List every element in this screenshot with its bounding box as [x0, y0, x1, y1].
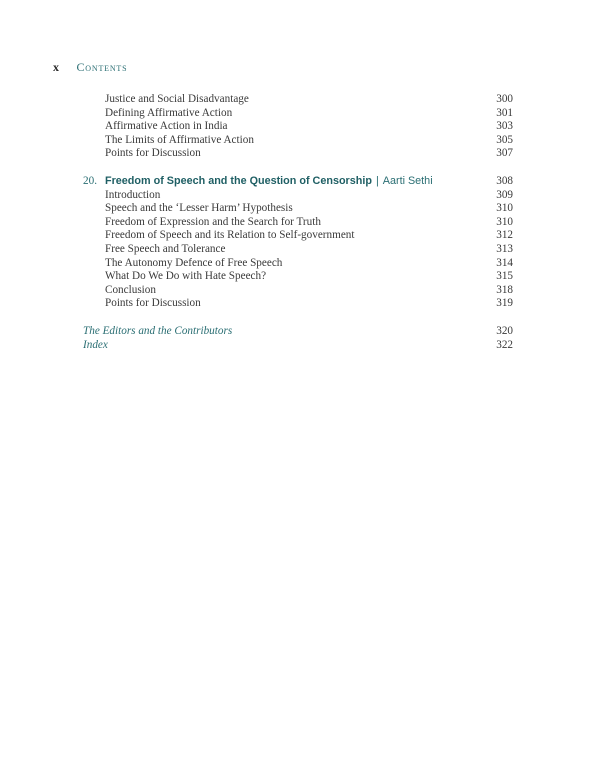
toc-entry-title: Points for Discussion	[105, 297, 201, 310]
toc-entry[interactable]	[0, 107, 600, 121]
toc-entry[interactable]	[0, 216, 600, 230]
section-a-list	[0, 93, 600, 161]
toc-entry[interactable]	[0, 339, 600, 353]
toc-entry-title: The Editors and the Contributors	[83, 325, 233, 337]
toc-entry[interactable]	[0, 270, 600, 284]
chapter-number: 20.	[83, 175, 97, 187]
toc-entry[interactable]	[0, 189, 600, 203]
toc-entry-title: The Autonomy Defence of Free Speech	[105, 256, 283, 269]
chapter-title: Freedom of Speech and the Question of Censorship	[105, 175, 372, 187]
toc-entry-title: Index	[83, 338, 108, 351]
toc-entry-page: 318	[496, 283, 513, 296]
toc-entry-title: Defining Affirmative Action	[105, 106, 233, 119]
toc-entry[interactable]	[0, 147, 600, 161]
toc-entry-title: Free Speech and Tolerance	[105, 242, 226, 255]
toc-entry-page: 309	[496, 188, 513, 201]
toc-entry[interactable]	[0, 325, 600, 339]
toc-entry[interactable]	[0, 243, 600, 257]
toc-entry-page: 313	[496, 242, 513, 255]
toc-entry[interactable]	[0, 284, 600, 298]
toc-entry[interactable]	[0, 257, 600, 271]
toc-entry-page: 322	[496, 338, 513, 351]
toc-entry[interactable]	[0, 202, 600, 216]
toc-entry-title: What Do We Do with Hate Speech?	[105, 270, 267, 283]
running-header	[53, 60, 127, 75]
chapter-page: 308	[496, 175, 513, 187]
chapter-20	[0, 175, 600, 311]
toc-entry[interactable]	[0, 120, 600, 134]
toc-entry-title: Introduction	[105, 188, 161, 201]
toc-entry-page: 300	[496, 93, 513, 105]
toc-entry-title: Freedom of Expression and the Search for Truth	[105, 215, 321, 228]
toc-entry-title: Affirmative Action in India	[105, 120, 228, 133]
toc-entry-title: Points for Discussion	[105, 147, 201, 160]
chapter-separator: |	[375, 175, 379, 187]
toc-entry-page: 310	[496, 215, 513, 228]
toc-entry-page: 315	[496, 270, 513, 283]
toc-entry-title: Speech and the ‘Lesser Harm’ Hypothesis	[105, 202, 293, 215]
toc-entry-page: 303	[496, 120, 513, 133]
toc-entry-page: 301	[496, 106, 513, 119]
chapter-author: Aarti Sethi	[382, 175, 433, 187]
chapter-title-line	[105, 175, 433, 189]
back-matter-list	[0, 325, 600, 352]
toc-entry-title: Justice and Social Disadvantage	[105, 93, 249, 105]
toc-entry[interactable]	[0, 134, 600, 148]
toc-entry-page: 305	[496, 133, 513, 146]
toc-entry-title: Conclusion	[105, 283, 156, 296]
toc-entry-page: 307	[496, 147, 513, 160]
toc-entry-page: 310	[496, 202, 513, 215]
toc-entry-page: 319	[496, 297, 513, 310]
toc-entry-title: Freedom of Speech and its Relation to Self-government	[105, 229, 355, 242]
page-number: x	[53, 60, 60, 74]
toc-entry-title: The Limits of Affirmative Action	[105, 133, 254, 146]
toc-entry[interactable]	[0, 93, 600, 107]
chapter-heading[interactable]	[0, 175, 600, 189]
running-title: Contents	[76, 60, 128, 74]
toc-entry[interactable]	[0, 297, 600, 311]
toc-entry-page: 312	[496, 229, 513, 242]
toc-entry[interactable]	[0, 229, 600, 243]
toc-entry-page: 320	[496, 325, 513, 337]
toc-entry-page: 314	[496, 256, 513, 269]
